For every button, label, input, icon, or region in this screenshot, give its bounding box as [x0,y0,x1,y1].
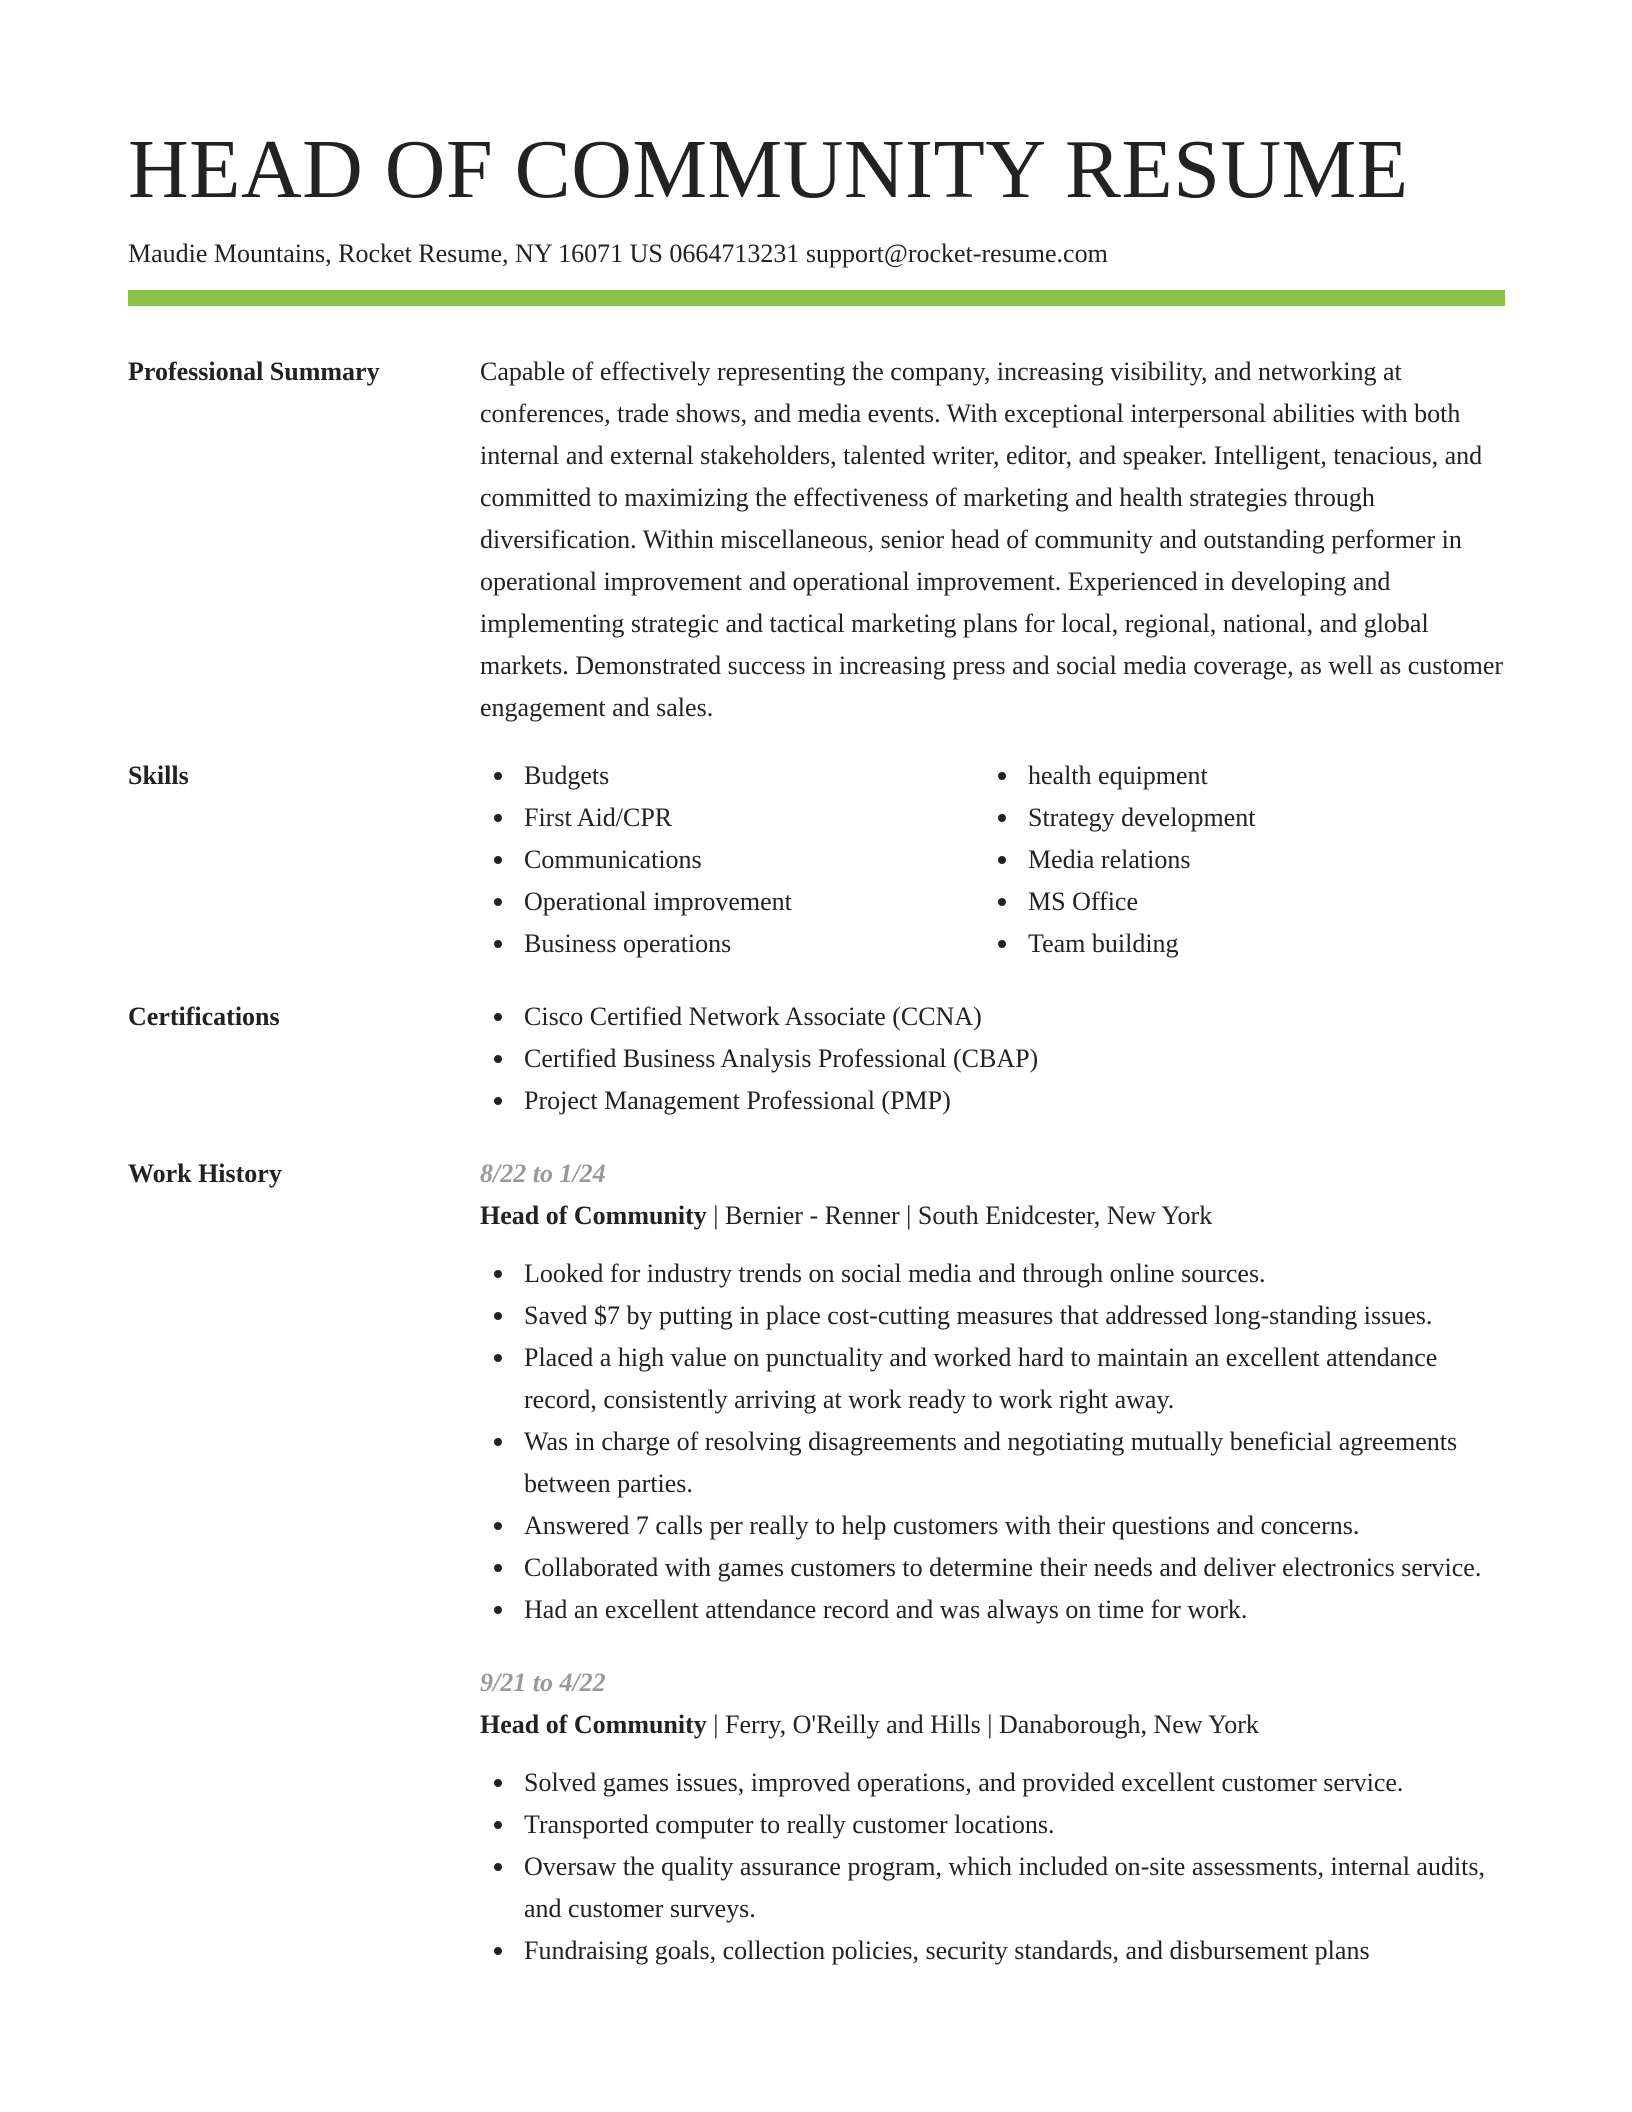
job-bullets [480,1762,1505,1972]
contact-line: Maudie Mountains, Rocket Resume, NY 16071 US 0664713231 support@rocket-resume.com [128,239,1108,268]
job-details: | Bernier - Renner | South Enidcester, New York [706,1201,1213,1230]
skills-column-2 [984,755,1488,965]
skill-item: Media relations [984,839,1488,881]
certifications-section [128,996,1505,1122]
job-dates: 9/21 to 4/22 [480,1668,606,1697]
skills-grid [480,755,1505,965]
skill-item: health equipment [984,755,1488,797]
job-bullet: Placed a high value on punctuality and worked hard to maintain an excellent attendance record, consistently arriving at work ready to work right away. [480,1337,1505,1421]
skills-label: Skills [128,761,189,790]
skill-item: Business operations [480,923,984,965]
job-title-line [480,1195,1505,1237]
job-bullet: Solved games issues, improved operations, and provided excellent customer service. [480,1762,1505,1804]
skill-item: Operational improvement [480,881,984,923]
job-bullet: Answered 7 calls per really to help customers with their questions and concerns. [480,1505,1505,1547]
certifications-label: Certifications [128,1002,280,1031]
skill-item: First Aid/CPR [480,797,984,839]
header-divider [128,290,1505,306]
skills-section [128,755,1505,965]
summary-label: Professional Summary [128,357,380,386]
summary-body [480,351,1505,729]
job-title: Head of Community [480,1201,707,1230]
job-details: | Ferry, O'Reilly and Hills | Danaborough, New York [706,1710,1259,1739]
job-dates: 8/22 to 1/24 [480,1159,606,1188]
skill-item: Communications [480,839,984,881]
work-history-label: Work History [128,1159,282,1188]
skill-item: MS Office [984,881,1488,923]
job-bullet: Saved $7 by putting in place cost-cutting measures that addressed long-standing issues. [480,1295,1505,1337]
skill-item: Budgets [480,755,984,797]
job-bullets [480,1253,1505,1631]
certification-item: Cisco Certified Network Associate (CCNA) [480,996,1505,1038]
skill-item: Team building [984,923,1488,965]
page-title: HEAD OF COMMUNITY RESUME [128,123,1409,216]
job-bullet: Had an excellent attendance record and was always on time for work. [480,1589,1505,1631]
job-bullet: Fundraising goals, collection policies, security standards, and disbursement plans [480,1930,1505,1972]
job-title-line [480,1704,1505,1746]
job-entry [480,1662,1505,1972]
skill-item: Strategy development [984,797,1488,839]
certification-item: Project Management Professional (PMP) [480,1080,1505,1122]
job-title: Head of Community [480,1710,707,1739]
skills-column-1 [480,755,984,965]
work-history-section [128,1153,1505,1972]
certifications-body [480,996,1505,1122]
resume-page [128,118,1505,1972]
job-bullet: Collaborated with games customers to determine their needs and deliver electronics service. [480,1547,1505,1589]
job-bullet: Looked for industry trends on social media and through online sources. [480,1253,1505,1295]
job-bullet: Transported computer to really customer locations. [480,1804,1505,1846]
summary-text: Capable of effectively representing the company, increasing visibility, and networking at conferences, trade shows, and media events. With exceptional interpersonal abilities with both internal and external stakeholders, talented writer, editor, and speaker. Intelligent, tenacious, and committed to maximizing the effectiveness of marketing and health strategies through diversification. Within miscellaneous, senior head of community and outstanding performer in operational improvement and operational improvement. Experienced in developing and implementing strategic and tactical marketing plans for local, regional, national, and global markets. Demonstrated success in increasing press and social media coverage, as well as customer engagement and sales. [480,357,1504,722]
certification-item: Certified Business Analysis Professional (CBAP) [480,1038,1505,1080]
job-bullet: Oversaw the quality assurance program, which included on-site assessments, internal audits, and customer surveys. [480,1846,1505,1930]
job-entry [480,1153,1505,1631]
certifications-list [480,996,1505,1122]
job-bullet: Was in charge of resolving disagreements and negotiating mutually beneficial agreements between parties. [480,1421,1505,1505]
summary-section [128,351,1505,729]
work-history-body [480,1153,1505,1972]
